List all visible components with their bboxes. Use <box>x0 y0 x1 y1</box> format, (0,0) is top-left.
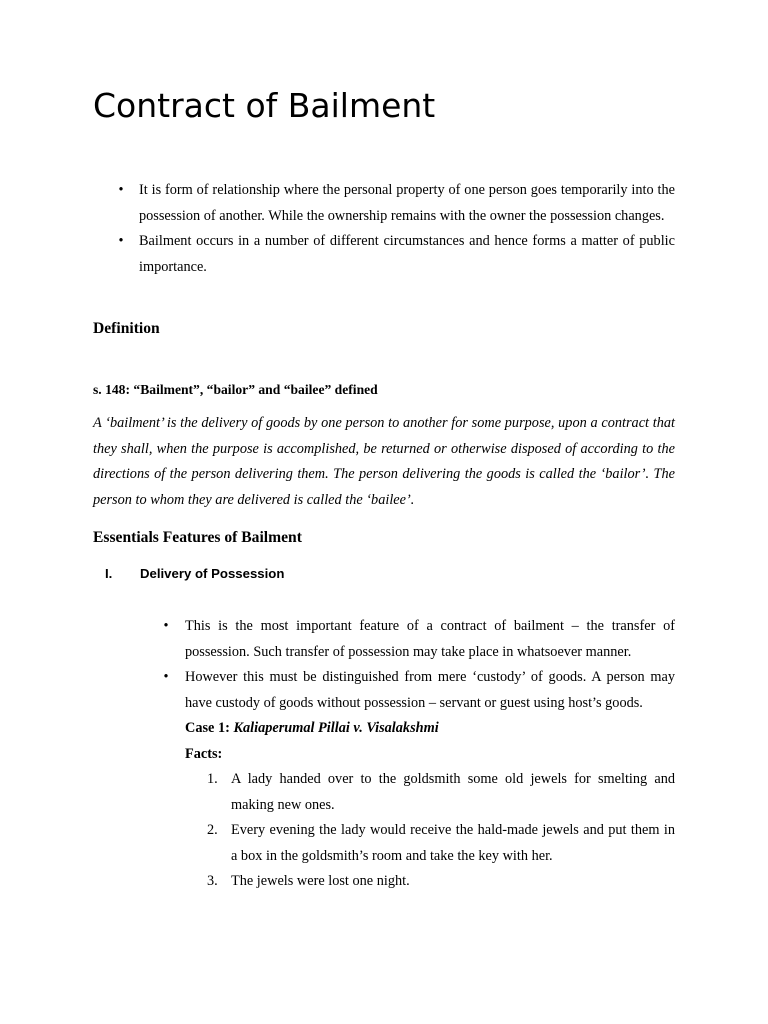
section-reference: s. 148: “Bailment”, “bailor” and “bailee” defined <box>93 382 378 397</box>
case-block <box>185 716 675 895</box>
definition-text: A ‘bailment’ is the delivery of goods by one person to another for some purpose, upon a contract that they shall, when the purpose is accomplished, be returned or otherwise disposed of according to the directions of the person delivering them. The person delivering the goods is called the ‘bailor’. The person to whom they are delivered is called the ‘bailee’. <box>93 415 675 508</box>
case-label: Case 1: <box>185 720 230 736</box>
fact-number: 3. <box>207 873 218 889</box>
list-item <box>118 178 675 229</box>
fact-text: Every evening the lady would receive the hald-made jewels and put them in a box in the goldsmith’s room and take the key with her. <box>231 822 675 864</box>
feature-heading <box>105 566 284 581</box>
intro-bullet-text: It is form of relationship where the personal property of one person goes temporarily into the possession of another. While the ownership remains with the owner the possession changes. <box>139 182 675 224</box>
list-item <box>207 767 675 818</box>
feature-bullet-text: This is the most important feature of a contract of bailment – the transfer of possession. Such transfer of possession may take place in whatsoever manner. <box>185 618 675 660</box>
bullet-icon: • <box>118 182 124 198</box>
bullet-icon: • <box>118 233 124 249</box>
essentials-heading: Essentials Features of Bailment <box>93 529 302 546</box>
case-heading <box>185 716 675 742</box>
bullet-icon: • <box>163 618 169 634</box>
list-item <box>163 665 675 895</box>
facts-list <box>207 767 675 895</box>
intro-bullet-text: Bailment occurs in a number of different circumstances and hence forms a matter of public importance. <box>139 233 675 275</box>
feature-label: Delivery of Possession <box>140 566 285 581</box>
list-item <box>118 229 675 280</box>
feature-bullet-list <box>163 614 675 895</box>
bullet-icon: • <box>163 669 169 685</box>
document-title: Contract of Bailment <box>93 86 436 125</box>
feature-bullet-text: However this must be distinguished from mere ‘custody’ of goods. A person may have custody of goods without possession – servant or guest using host’s goods. <box>185 669 675 711</box>
list-item <box>163 614 675 665</box>
feature-numeral: I. <box>105 566 113 581</box>
case-name: Kaliaperumal Pillai v. Visalakshmi <box>233 720 439 736</box>
definition-heading: Definition <box>93 320 160 337</box>
fact-text: The jewels were lost one night. <box>231 873 410 889</box>
intro-bullet-list <box>118 178 675 280</box>
list-item <box>207 869 675 895</box>
fact-number: 2. <box>207 822 218 838</box>
fact-number: 1. <box>207 771 218 787</box>
list-item <box>207 818 675 869</box>
facts-label: Facts: <box>185 745 223 762</box>
fact-text: A lady handed over to the goldsmith some old jewels for smelting and making new ones. <box>231 771 675 813</box>
